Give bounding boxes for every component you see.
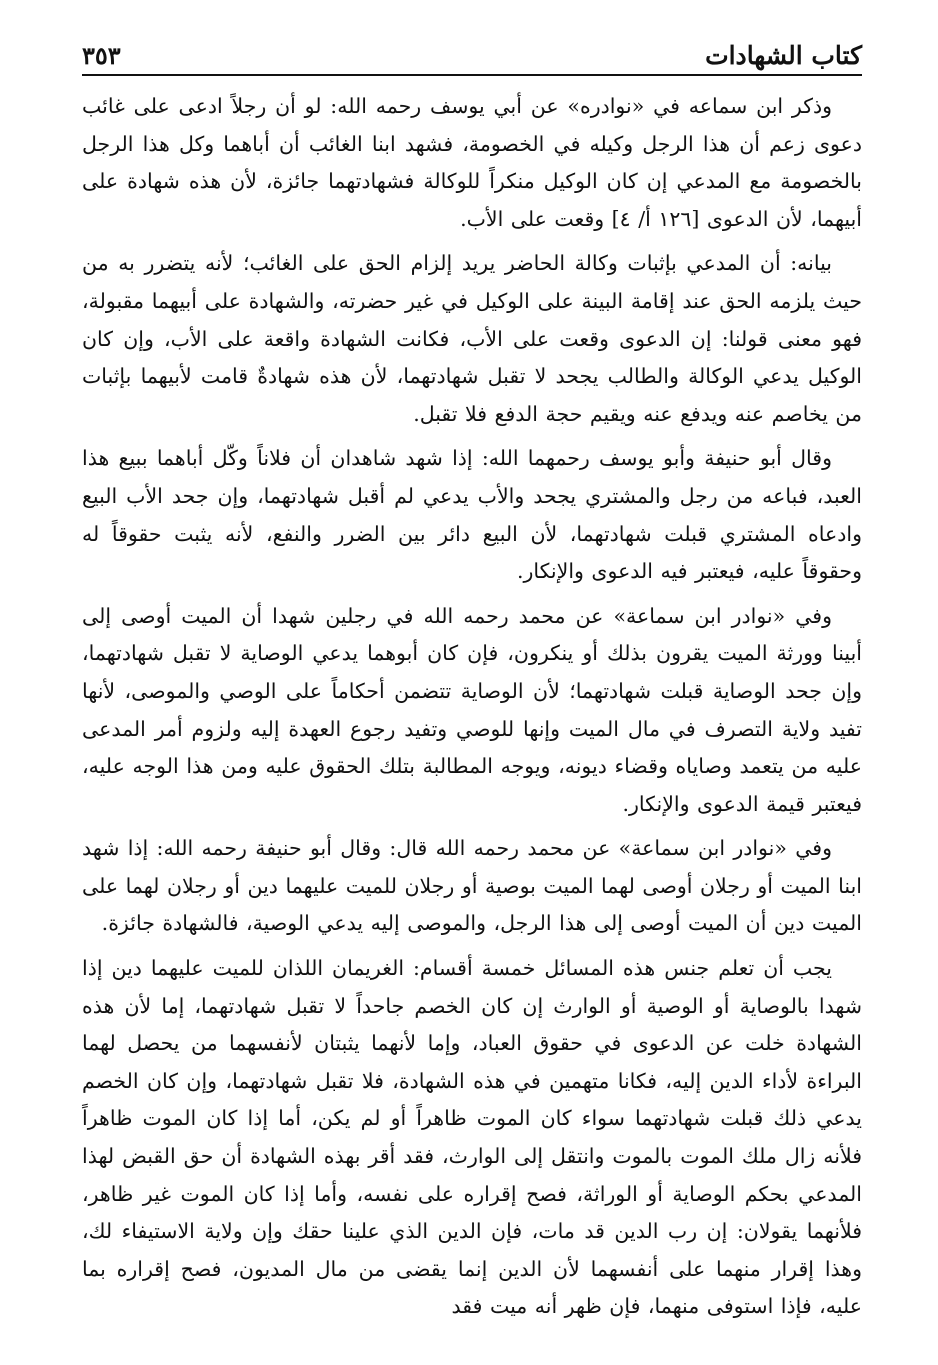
page-body [82, 88, 862, 1326]
paragraph-5: وفي «نوادر ابن سماعة» عن محمد رحمه الله قال: وقال أبو حنيفة رحمه الله: إذا شهد ابنا الميت أو رجلان أوصى لهما الميت بوصية أو رجلان للميت عليهما دين أو رجلان لهما على الميت دين أن الميت أوصى إلى هذا الرجل، والموصى إليه يدعي الوصية، فالشهادة جائزة. [82, 836, 862, 936]
paragraph-6: يجب أن تعلم جنس هذه المسائل خمسة أقسام: الغريمان اللذان للميت عليهما دين إذا شهدا بالوصاية أو الوصية أو الوارث إن كان الخصم جاحداً لا تقبل شهادتهما، إما لأن هذه الشهادة خلت عن الدعوى في حقوق العباد، وإما لأنهما يثبتان لأنفسهما من يحصل لهما البراءة لأداء الدين إليه، فكانا متهمين في هذه الشهادة، فلا تقبل شهادتهما، وإن كان الخصم يدعي ذلك قبلت شهادتهما سواء كان الموت ظاهراً أو لم يكن، أما إذا كان الموت ظاهراً فلأنه زال ملك الموت بالموت وانتقل إلى الوارث، فقد أقر بهذه الشهادة أن حق القبض لهذا المدعي بحكم الوصاية أو الوراثة، فصح إقراره على نفسه، وأما إذا كان الموت غير ظاهر، فلأنهما يقولان: إن رب الدين قد مات، فإن الدين الذي علينا حقك وإن ولاية الاستيفاء لك، وهذا إقرار منهما على أنفسهما لأن الدين إنما يقضى من مال المديون، فصح إقراره بما عليه، فإذا استوفى منهما، فإن ظهر أنه ميت فقد [82, 956, 862, 1319]
paragraph-3: وقال أبو حنيفة وأبو يوسف رحمهما الله: إذا شهد شاهدان أن فلاناً وكّل أباهما ببيع هذا العبد، فباعه من رجل والمشتري يجحد والأب يدعي لم أقبل شهادتهما، وإن جحد الأب البيع وادعاه المشتري قبلت شهادتهما، لأن البيع دائر بين الضرر والنفع، لأنه يثبت حقوقاً له وحقوقاً عليه، فيعتبر فيه الدعوى والإنكار. [82, 446, 862, 584]
running-header [82, 30, 862, 76]
page-number: ٣٥٣ [82, 41, 121, 70]
paragraph-2: بيانه: أن المدعي بإثبات وكالة الحاضر يريد إلزام الحق على الغائب؛ لأنه يتضرر به من حيث يلزمه الحق عند إقامة البينة على الوكيل في غير حضرته، والشهادة على أبيهما مقبولة، فهو معنى قولنا: إن الدعوى وقعت على الأب، فكانت الشهادة واقعة على الأب، وإن كان الوكيل يدعي الوكالة والطالب يجحد لا تقبل شهادتهما، لأن هذه شهادةٌ قامت لأبيهما بإثبات من يخاصم عنه ويدفع عنه ويقيم حجة الدفع فلا تقبل. [82, 251, 862, 426]
chapter-title: كتاب الشهادات [705, 41, 862, 70]
paragraph-4: وفي «نوادر ابن سماعة» عن محمد رحمه الله في رجلين شهدا أن الميت أوصى إلى أبينا وورثة الميت يقرون بذلك أو ينكرون، فإن كان أبوهما يدعي الوصاية لا تقبل شهادتهما، وإن جحد الوصاية قبلت شهادتهما؛ لأن الوصاية تتضمن أحكاماً على الوصي والموصى، لأنها تفيد ولاية التصرف في مال الميت وإنها للوصي وتفيد رجوع العهدة إليه ولزوم أمر المدعى عليه من يتعمد وصاياه وقضاء ديونه، ويوجه المطالبة بتلك الحقوق عليه ومن هذا الوجه عليه، فيعتبر قيمة الدعوى والإنكار. [82, 603, 862, 816]
book-page [82, 30, 862, 1350]
paragraph-1: وذكر ابن سماعه في «نوادره» عن أبي يوسف رحمه الله: لو أن رجلاً ادعى على غائب دعوى زعم أن هذا الرجل وكيله في الخصومة، فشهد ابنا الغائب أن أباهما وكل هذا الرجل بالخصومة مع المدعي إن كان الوكيل منكراً للوكالة فشهادتهما جائزة، لأن هذه شهادة على أبيهما، لأن الدعوى [١٢٦ أ/ ٤] وقعت على الأب. [82, 94, 862, 231]
